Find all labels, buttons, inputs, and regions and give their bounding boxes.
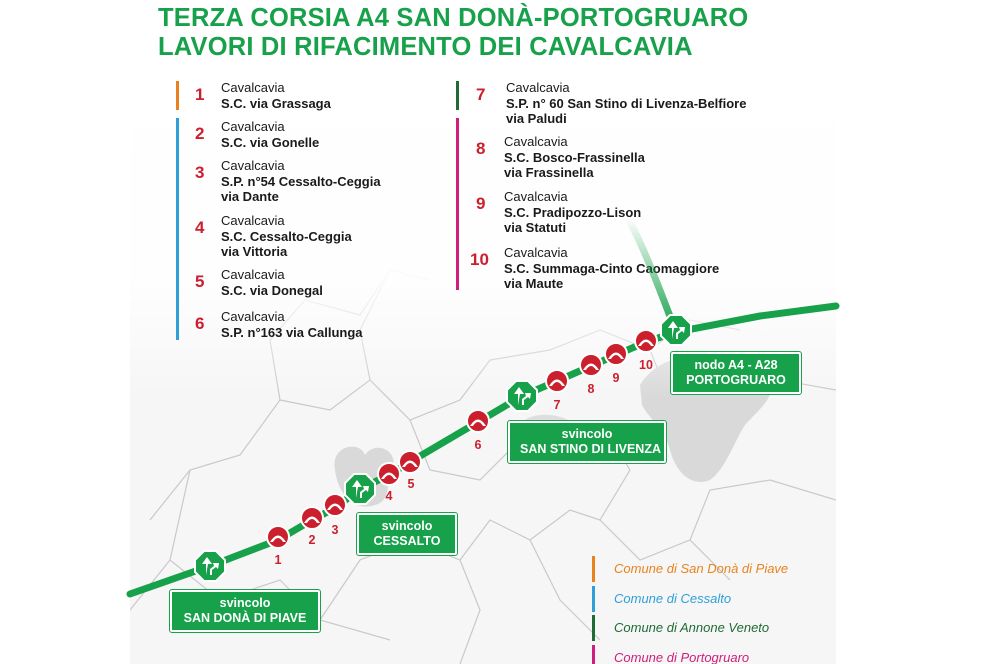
- overpass-number: 1: [195, 85, 205, 104]
- junction-type: nodo A4 - A28: [694, 358, 778, 372]
- overpass-road: S.C. Summaga-Cinto Caomaggiore: [504, 260, 720, 276]
- overpass-icon-4: [378, 463, 400, 485]
- overpass-road: S.C. Bosco-Frassinella: [504, 149, 645, 165]
- junction-label-san-stino: [508, 421, 666, 463]
- overpass-icon-6: [467, 410, 489, 432]
- overpass-icon-3: [324, 494, 346, 516]
- overpass-icon-5: [399, 451, 421, 473]
- comuni-legend: [592, 556, 788, 664]
- overpass-road: S.P. n° 60 San Stino di Livenza-Belfiore: [506, 95, 747, 111]
- map-number-1: 1: [274, 553, 282, 567]
- junction-name: CESSALTO: [373, 534, 441, 548]
- map-number-6: 6: [474, 438, 482, 452]
- overpass-road: S.C. Cessalto-Ceggia: [221, 228, 352, 244]
- overpass-icon-9: [605, 343, 627, 365]
- overpass-number: 3: [195, 163, 205, 182]
- overpass-number: 8: [476, 139, 486, 158]
- junction-name: PORTOGRUARO: [686, 373, 786, 387]
- junction-type: svincolo: [561, 427, 613, 441]
- overpass-road: S.C. Pradipozzo-Lison: [504, 204, 642, 220]
- overpass-kind: Cavalcavia: [221, 309, 285, 324]
- overpass-kind: Cavalcavia: [221, 213, 285, 228]
- junction-name: SAN DONÀ DI PIAVE: [183, 611, 307, 625]
- overpass-street: via Statuti: [504, 220, 567, 235]
- map-number-8: 8: [587, 382, 595, 396]
- overpass-icon-7: [546, 370, 568, 392]
- map-number-3: 3: [331, 523, 339, 537]
- overpass-road: S.P. n°163 via Callunga: [221, 324, 363, 340]
- overpass-street: via Vittoria: [221, 244, 288, 259]
- junction-icon-san-stino: [507, 381, 537, 411]
- legend-swatch: [592, 615, 595, 641]
- overpass-number: 2: [195, 124, 205, 143]
- overpass-kind: Cavalcavia: [504, 245, 568, 260]
- overpass-number: 4: [195, 218, 205, 237]
- overpass-kind: Cavalcavia: [506, 80, 570, 95]
- title-line-1: TERZA CORSIA A4 SAN DONÀ-PORTOGRUARO: [158, 4, 749, 32]
- overpass-kind: Cavalcavia: [504, 134, 568, 149]
- overpass-kind: Cavalcavia: [221, 80, 285, 95]
- overpass-number: 6: [195, 314, 205, 333]
- legend-label: Comune di Cessalto: [614, 590, 732, 606]
- legend-swatch: [592, 645, 595, 664]
- legend-entry-cessalto: [592, 586, 788, 616]
- map-number-5: 5: [407, 477, 415, 491]
- overpass-number: 5: [195, 272, 205, 291]
- map-number-7: 7: [553, 398, 561, 412]
- overpass-icon-8: [580, 354, 602, 376]
- overpass-street: via Paludi: [506, 111, 567, 126]
- overpass-kind: Cavalcavia: [221, 119, 285, 134]
- overpass-road: S.P. n°54 Cessalto-Ceggia: [221, 173, 381, 189]
- junction-label-cessalto: [357, 513, 457, 555]
- overpass-kind: Cavalcavia: [504, 189, 568, 204]
- overpass-street: via Frassinella: [504, 165, 594, 180]
- junction-icon-san-dona: [195, 551, 225, 581]
- map-number-2: 2: [308, 533, 316, 547]
- legend-entry-san-dona: [592, 556, 788, 586]
- overpass-street: via Maute: [504, 276, 564, 291]
- overpass-road: S.C. via Donegal: [221, 282, 323, 298]
- map-number-4: 4: [385, 489, 393, 503]
- junction-icon-portogruaro: [661, 315, 691, 345]
- overpass-icon-2: [301, 507, 323, 529]
- legend-entry-annone: [592, 615, 788, 645]
- overpass-road: S.C. via Grassaga: [221, 95, 331, 111]
- overpass-kind: Cavalcavia: [221, 158, 285, 173]
- overpass-street: via Dante: [221, 189, 279, 204]
- overpass-number: 7: [476, 85, 486, 104]
- junction-type: svincolo: [381, 519, 433, 533]
- legend-entry-portogruaro: [592, 645, 788, 664]
- map-number-9: 9: [612, 371, 620, 385]
- overpass-number: 10: [470, 250, 489, 269]
- legend-swatch: [592, 556, 595, 582]
- junction-icon-cessalto: [345, 474, 375, 504]
- junction-label-portogruaro: [671, 352, 801, 394]
- junction-name: SAN STINO DI LIVENZA: [520, 442, 661, 456]
- junction-label-san-dona: [170, 590, 320, 632]
- overpass-kind: Cavalcavia: [221, 267, 285, 282]
- legend-label: Comune di San Donà di Piave: [614, 561, 789, 576]
- overpass-road: S.C. via Gonelle: [221, 134, 320, 150]
- junction-type: svincolo: [219, 596, 271, 610]
- map-number-10: 10: [639, 358, 653, 372]
- legend-swatch: [592, 586, 595, 612]
- overpass-number: 9: [476, 194, 486, 213]
- legend-label: Comune di Portogruaro: [614, 649, 750, 664]
- overpass-icon-10: [635, 330, 657, 352]
- title-line-2: LAVORI DI RIFACIMENTO DEI CAVALCAVIA: [158, 33, 693, 61]
- overpass-icon-1: [267, 526, 289, 548]
- legend-label: Comune di Annone Veneto: [614, 620, 770, 635]
